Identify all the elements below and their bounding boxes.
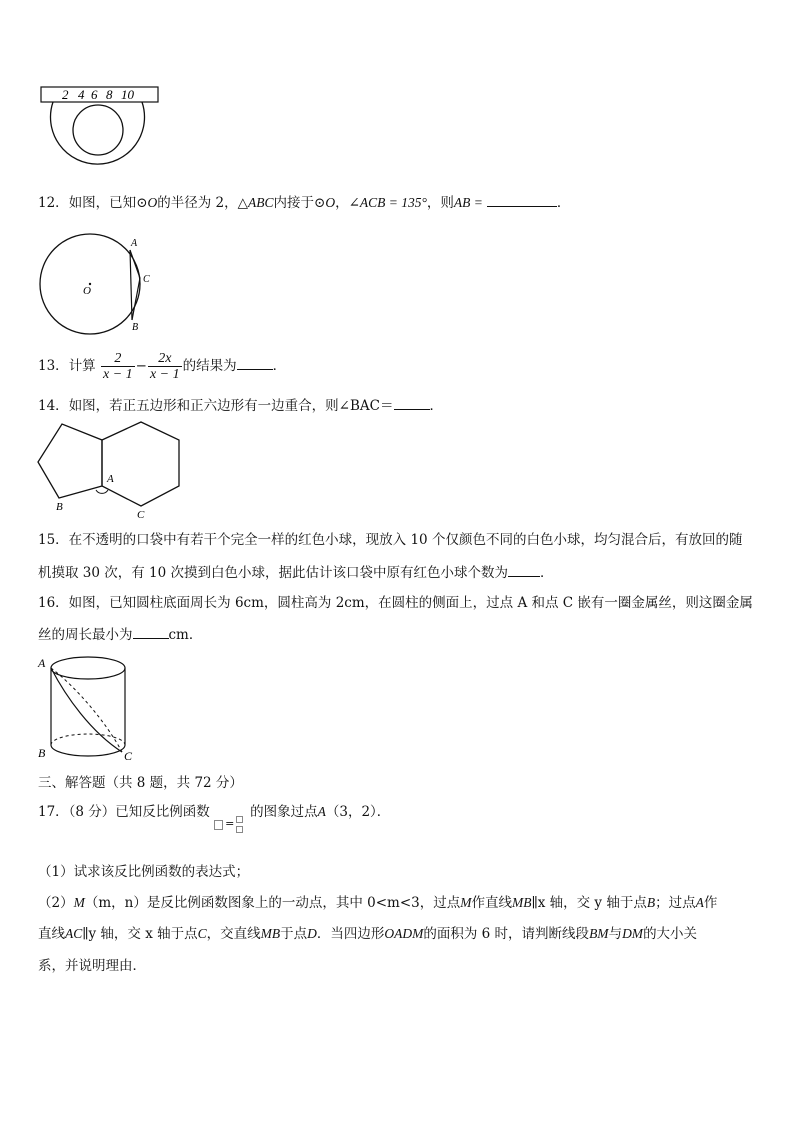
circle-symbol: ⊙ <box>314 195 326 211</box>
answer-blank <box>237 355 273 370</box>
answer-blank <box>487 192 557 207</box>
point-label: O <box>147 195 158 210</box>
q17-text: ．当四边形 <box>316 926 385 942</box>
line-label: MB <box>511 895 532 910</box>
q14-text: ． <box>429 398 443 414</box>
segment-label: DM <box>622 926 644 941</box>
q17-text: ；过点 <box>655 895 696 911</box>
point-label: D <box>307 926 317 941</box>
question-17-part-2-line-1 <box>38 893 717 913</box>
q17-text: ，交直线 <box>206 926 261 942</box>
numerator: 2x <box>148 351 182 367</box>
q13-text: ． <box>272 358 287 374</box>
q12-text: 的半径为 2， <box>157 195 238 211</box>
question-16-line-1: 16．如图，已知圆柱底面周长为 6cm，圆柱高为 2cm，在圆柱的侧面上，过点 A 和点 C 嵌有一圈金属丝，则这圈金属 <box>38 595 753 611</box>
point-label-A: A <box>38 656 46 670</box>
denominator: x − 1 <box>149 367 180 382</box>
question-16-line-2 <box>38 624 202 645</box>
q17-text: 作 <box>703 895 718 911</box>
question-13 <box>38 346 286 386</box>
point-label: A <box>317 804 326 819</box>
q13-text: 的结果为 <box>182 358 237 374</box>
question-17-part-1: （1）试求该反比例函数的表达式； <box>38 864 250 880</box>
q17-text: 与 <box>608 926 623 942</box>
numerator: 2 <box>101 351 135 367</box>
point-label: M <box>73 895 85 910</box>
ruler-circle-figure <box>38 82 163 177</box>
ab-expression: AB = <box>453 195 483 210</box>
point-label-C: C <box>124 749 133 763</box>
q14-text: 如图，若正五边形和正六边形有一边重合，则∠BAC＝ <box>68 398 394 414</box>
circle-symbol: ⊙ <box>136 195 148 211</box>
q12-text: ，则 <box>426 195 454 211</box>
q15-text: 机摸取 30 次，有 10 次摸到白色小球，据此估计该口袋中原有红色小球个数为 <box>38 565 509 581</box>
question-15-line-1: 15．在不透明的口袋中有若干个完全一样的红色小球，现放入 10 个仅颜色不同的白色小球，均匀混合后，有放回的随 <box>38 532 743 548</box>
question-number: 13． <box>38 358 69 374</box>
fraction-2 <box>148 351 182 382</box>
fraction-1 <box>101 351 135 382</box>
q14-polygon-figure <box>34 418 194 523</box>
answer-blank <box>394 395 430 410</box>
segment-label: BM <box>589 926 609 941</box>
answer-blank <box>133 624 169 639</box>
section-3-title: 三、解答题（共 8 题，共 72 分） <box>38 775 243 791</box>
formula-placeholder: = <box>214 802 250 822</box>
minus-sign: − <box>135 358 147 374</box>
line-label: AC <box>65 926 83 941</box>
point-label: M <box>460 895 472 910</box>
q12-text: ， <box>335 195 349 211</box>
question-number: 12． <box>38 195 69 211</box>
question-17-part-2-line-3: 系，并说明理由． <box>38 958 146 974</box>
point-label-A: A <box>107 473 114 485</box>
point-label-B: B <box>132 322 139 333</box>
q12-text: 内接于 <box>273 195 315 211</box>
q17-text: ∥y 轴，交 x 轴于点 <box>82 926 198 942</box>
q17-text: 的面积为 6 时，请判断线段 <box>423 926 590 942</box>
question-number: 14． <box>38 398 69 414</box>
q17-text: ∥x 轴，交 y 轴于点 <box>531 895 647 911</box>
q12-text: 如图，已知 <box>68 195 137 211</box>
q15-text: ． <box>540 565 554 581</box>
triangle-label: △ABC <box>237 195 274 210</box>
point-label: B <box>646 895 656 910</box>
q17-text: 直线 <box>38 926 65 942</box>
q13-text: 计算 <box>68 358 96 374</box>
point-label-C: C <box>137 509 145 521</box>
q17-text: 作直线 <box>471 895 512 911</box>
point-label-B: B <box>38 746 46 760</box>
question-12 <box>38 192 570 213</box>
q17-text: 于点 <box>280 926 308 942</box>
denominator: x − 1 <box>102 367 133 382</box>
question-17-part-2-line-2 <box>38 924 697 944</box>
q17-text: （3，2）． <box>325 804 391 820</box>
quad-label: OADM <box>384 926 424 941</box>
q16-text: 丝的周长最小为 <box>38 627 133 643</box>
point-label-A: A <box>131 238 138 249</box>
point-label-C: C <box>143 274 150 285</box>
point-label-O: O <box>83 285 91 297</box>
question-17-stem <box>38 802 391 830</box>
q17-text: （m，n）是反比例函数图象上的一动点，其中 0<m<3，过点 <box>84 895 461 911</box>
ruler-number: 8 <box>106 87 113 102</box>
q16-cylinder-figure <box>36 652 146 764</box>
answer-blank <box>508 562 540 577</box>
q12-circle-figure <box>36 232 161 337</box>
question-15-line-2 <box>38 562 554 583</box>
ruler-number: 6 <box>91 87 98 102</box>
q17-text: 的图象过点 <box>250 804 318 820</box>
point-label-B: B <box>56 501 63 513</box>
point-label: C <box>197 926 207 941</box>
question-14 <box>38 395 443 416</box>
point-label: A <box>695 895 704 910</box>
ruler-number: 2 <box>62 87 69 102</box>
q17-text: （2） <box>38 895 74 911</box>
q12-text: ． <box>556 195 571 211</box>
ruler-number: 10 <box>121 87 134 102</box>
q17-text: 17．（8 分）已知反比例函数 <box>38 804 210 820</box>
point-label: O <box>325 195 336 210</box>
line-label: MB <box>260 926 281 941</box>
angle-expression: ∠ACB = 135° <box>348 195 427 210</box>
ruler-number: 4 <box>78 87 85 102</box>
q16-text: cm． <box>168 627 203 643</box>
q17-text: 的大小关 <box>643 926 698 942</box>
